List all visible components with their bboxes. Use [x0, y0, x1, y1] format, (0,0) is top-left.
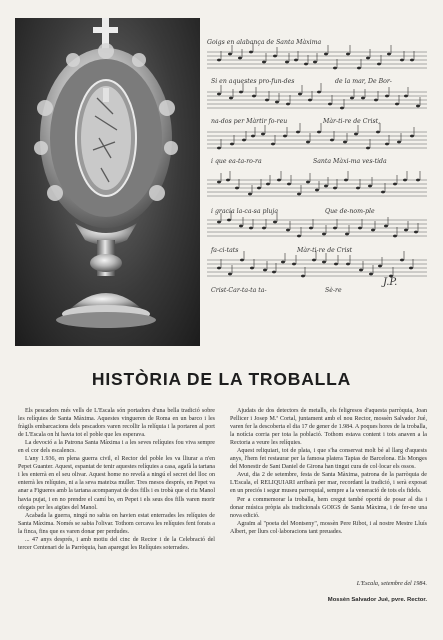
note-head	[403, 179, 407, 182]
note-head	[354, 133, 358, 136]
score-lyric: i que ea-ta-ro-ra	[211, 158, 262, 165]
article-paragraph: Agraïm al "poeta del Montseny", mossèn Pere Ribot, i al nostre Mestre Lluís Albert, per llurs col·laboracions tant preuades.	[230, 520, 427, 535]
score-staves	[205, 30, 430, 330]
note-head	[281, 261, 285, 264]
note-head	[400, 59, 404, 62]
note-head	[292, 263, 296, 266]
composer-signature: J.P.	[383, 277, 398, 288]
note-head	[217, 59, 221, 62]
note-head	[228, 53, 232, 56]
note-head	[385, 143, 389, 146]
note-head	[324, 53, 328, 56]
score-lyric: Si en aquestes pro-fun-des	[211, 78, 295, 85]
note-head	[230, 143, 234, 146]
note-head	[262, 227, 266, 230]
note-head	[410, 59, 414, 62]
note-head	[227, 219, 231, 222]
note-head	[217, 267, 221, 270]
note-head	[387, 53, 391, 56]
note-head	[309, 227, 313, 230]
note-head	[298, 93, 302, 96]
note-head	[239, 91, 243, 94]
note-head	[350, 97, 354, 100]
note-head	[304, 63, 308, 66]
note-head	[217, 181, 221, 184]
note-head	[242, 139, 246, 142]
note-head	[368, 185, 372, 188]
handwritten-score	[205, 30, 430, 330]
note-head	[317, 131, 321, 134]
note-head	[330, 139, 334, 142]
article-column-right	[230, 407, 427, 536]
note-head	[294, 59, 298, 62]
note-head	[416, 105, 420, 108]
reliquary-image	[15, 18, 200, 346]
note-head	[361, 97, 365, 100]
note-head	[313, 61, 317, 64]
note-head	[385, 95, 389, 98]
note-head	[333, 187, 337, 190]
score-lyric: Crist-Car-ta-ta ta-	[211, 287, 267, 294]
note-head	[384, 225, 388, 228]
article-signature	[230, 580, 427, 605]
note-head	[322, 261, 326, 264]
note-head	[359, 269, 363, 272]
note-head	[416, 179, 420, 182]
score-lyric: Que de-nom-ple	[325, 208, 375, 215]
note-head	[333, 67, 337, 70]
score-lyric: de la mar, De Bor-	[335, 78, 392, 85]
note-head	[239, 225, 243, 228]
note-head	[409, 267, 413, 270]
score-lyric: fa-ci-tats	[211, 247, 239, 254]
place-date: L'Escala, setembre del 1984.	[356, 581, 427, 587]
article-paragraph: Avui, dia 2 de setembre, festa de Santa Màxima, patrona de la parròquia de L'Escala, el RELIQUIARI arribarà per mar, recordant la tradició, i serà exposat en un preciós i segur museu parroquial, sempre a la veneració de tots els fidels.	[230, 472, 427, 495]
note-head	[374, 99, 378, 102]
note-head	[301, 275, 305, 278]
note-head	[296, 131, 300, 134]
note-head	[322, 233, 326, 236]
note-head	[217, 147, 221, 150]
note-head	[277, 179, 281, 182]
note-head	[286, 229, 290, 232]
article-paragraph: L'any 1.936, en plena guerra civil, el Rector del poble les va lliurar a n'en Pepet Guanter. Aquest, espantat de tenir aquestes relíquies a casa, agafà la tartana i les enterrà en el seu olivar. Aquest home no revelà a ningú el secret del lloc on enterrà les relíquies, ni a la seva mateixa muller. Tres mesos després, en Pepet va anar a Figueres amb la tartana acompanyat de dos fills i es trobà que el riu Manol havia pujat, i en no prendre el camí bo, en Pepet i els seus dos fills varen morir ofegats per les aigües del Manol.	[18, 456, 215, 511]
note-head	[229, 97, 233, 100]
note-head	[346, 53, 350, 56]
note-head	[324, 185, 328, 188]
note-head	[397, 141, 401, 144]
note-head	[344, 179, 348, 182]
note-head	[249, 227, 253, 230]
article-paragraph: Els pescadors més vells de L'Escala són portadors d'una bella tradició sobre les relíquies de Santa Màxima. Aquestes vingueren de Roma en un barco i les fràgils embarcacions dels pescadors varen recollir la relíquia i la portaren al port de L'Escala on hi havia tot el poble que les esperava.	[18, 408, 215, 439]
note-head	[414, 231, 418, 234]
note-head	[393, 183, 397, 186]
note-head	[265, 99, 269, 102]
note-head	[328, 103, 332, 106]
note-head	[261, 133, 265, 136]
note-head	[262, 61, 266, 64]
note-head	[393, 235, 397, 238]
note-head	[410, 135, 414, 138]
score-lyric: Santa Màxi-ma ves-tida	[313, 158, 387, 165]
note-head	[366, 57, 370, 60]
note-head	[275, 101, 279, 104]
note-head	[285, 61, 289, 64]
article-paragraph: Per a commemorar la troballa, hem cregut també oportú de posar al dia i donar música pròpia als tradicionals GOIGS de Santa Màxima, i de fer-ne una nova edició.	[230, 496, 427, 519]
note-head	[297, 235, 301, 238]
note-head	[334, 263, 338, 266]
note-head	[240, 259, 244, 262]
note-head	[308, 99, 312, 102]
note-head	[357, 67, 361, 70]
note-head	[371, 229, 375, 232]
score-lyric: Màr-ti-re de Crist	[297, 247, 353, 254]
note-head	[273, 55, 277, 58]
note-head	[217, 93, 221, 96]
author: Mossèn Salvador Jué, pvre. Rector.	[327, 597, 427, 603]
note-head	[297, 193, 301, 196]
article-paragraph: ... 47 anys després, i amb motiu del cinc de Rector i de la Celebració del tercer Centenari de la Parròquia, han aparegut les Relíquies soterrades.	[18, 536, 215, 551]
note-head	[395, 103, 399, 106]
note-head	[312, 259, 316, 262]
note-head	[238, 57, 242, 60]
note-head	[228, 273, 232, 276]
article-paragraph: La devoció a la Patrona Santa Màxima i a les seves relíquies fou viva sempre en el cor dels escalencs.	[18, 440, 215, 455]
note-head	[249, 51, 253, 54]
note-head	[346, 263, 350, 266]
note-head	[250, 267, 254, 270]
note-head	[286, 103, 290, 106]
note-head	[369, 273, 373, 276]
note-head	[404, 95, 408, 98]
note-head	[358, 227, 362, 230]
note-head	[343, 141, 347, 144]
note-head	[271, 143, 275, 146]
score-lyric: na-dos per Màrtir fo-reu	[211, 118, 288, 125]
score-heading: Goigs en alabança de Santa Màxima	[207, 39, 322, 46]
article-paragraph: Ajudats de dos detectors de metalls, els feligresos d'aquesta parròquia, Joan Pellicer i Josep M.ª Cortal, juntament amb el nou Rector, mossèn Salvador Jué, varen fer la descoberta el dia 17 de gener de 1.984. A poques hores de la troballa, la notícia corria per tota la població. Tothom estava content i tots anaven a la Rectoria a veure les relíquies.	[230, 408, 427, 447]
score-lyric: Sè-re	[325, 287, 342, 294]
note-head	[252, 95, 256, 98]
article-column-left	[18, 407, 215, 552]
note-head	[263, 269, 267, 272]
note-head	[226, 179, 230, 182]
note-head	[333, 227, 337, 230]
note-head	[217, 221, 221, 224]
score-lyric: Màr-ti-re de Crist,	[323, 118, 381, 125]
note-head	[378, 265, 382, 268]
note-head	[283, 135, 287, 138]
article-title: HISTÒRIA DE LA TROBALLA	[91, 369, 352, 389]
score-lyric: i gracia la-ca-sa pluja	[211, 208, 279, 215]
note-head	[317, 91, 321, 94]
note-head	[340, 107, 344, 110]
note-head	[306, 181, 310, 184]
note-head	[251, 135, 255, 138]
note-head	[287, 183, 291, 186]
note-head	[366, 147, 370, 150]
note-head	[273, 221, 277, 224]
article-paragraph: Aquest reliquiari, tot de plata, i que s'ha conservat molt bé al llarg d'aquests anys, l'hem fet restaurar per la famosa platera Tapias de Barcelona. Els Monges del Monestir de Sant Daniel de Girona han tingut cura de col·locar els ossos.	[230, 448, 427, 471]
note-head	[266, 183, 270, 186]
note-head	[306, 141, 310, 144]
note-head	[235, 187, 239, 190]
note-head	[257, 187, 261, 190]
note-head	[345, 233, 349, 236]
note-head	[377, 63, 381, 66]
note-head	[315, 189, 319, 192]
note-head	[400, 259, 404, 262]
article-paragraph: Acabada la guerra, ningú no sabia on havien estat enterrades les relíquies de Santa Màxima. Només se sabia l'olivar. Tothom cercava les relíquies fent forats a la finca, fins que es varen donar per perdudes.	[18, 512, 215, 535]
note-head	[376, 131, 380, 134]
note-head	[272, 271, 276, 274]
note-head	[356, 187, 360, 190]
note-head	[248, 193, 252, 196]
note-head	[404, 229, 408, 232]
reliquary-photo	[15, 18, 200, 346]
note-head	[381, 191, 385, 194]
